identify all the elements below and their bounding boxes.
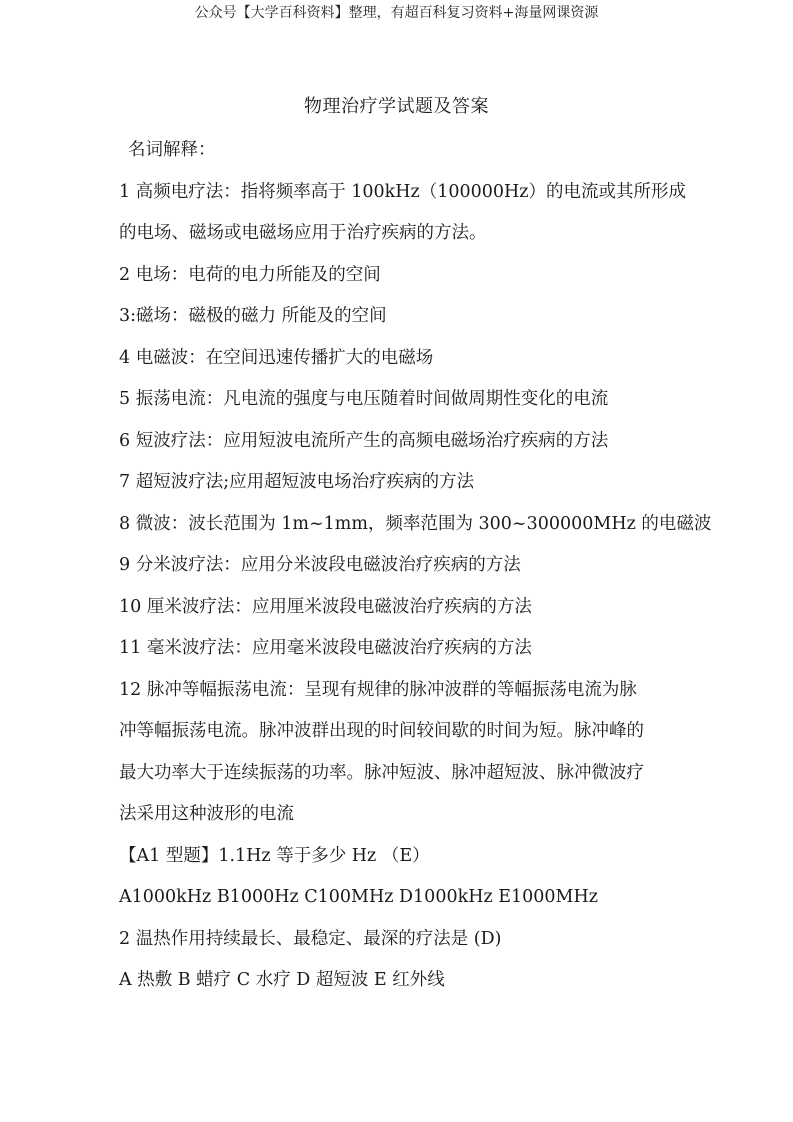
header-note: 公众号【大学百科资料】整理，有超百科复习资料+海量网课资源	[194, 5, 599, 21]
text-line: 2 电场：电荷的电力所能及的空间	[119, 264, 381, 285]
page-title: 物理治疗学试题及答案	[304, 96, 489, 117]
answer-options: A1000kHz B1000Hz C100MHz D1000kHz E1000MHz	[119, 887, 598, 907]
text-line: 的电场、磁场或电磁场应用于治疗疾病的方法。	[119, 223, 487, 243]
document-body	[119, 130, 712, 1002]
text-line: 11 毫米波疗法：应用毫米波段电磁波治疗疾病的方法	[119, 638, 532, 658]
text-line: 最大功率大于连续振荡的功率。脉冲短波、脉冲超短波、脉冲微波疗	[119, 762, 644, 783]
answer-options: A 热敷 B 蜡疗 C 水疗 D 超短波 E 红外线	[119, 970, 445, 990]
text-line: 1 高频电疗法：指将频率高于 100kHz（100000Hz）的电流或其所形成	[119, 181, 687, 202]
text-line: 4 电磁波：在空间迅速传播扩大的电磁场	[119, 347, 434, 368]
question-text: 2 温热作用持续最长、最稳定、最深的疗法是 (D)	[119, 928, 502, 949]
text-line: 冲等幅振荡电流。脉冲波群出现的时间较间歇的时间为短。脉冲峰的	[119, 721, 644, 741]
text-line: 7 超短波疗法;应用超短波电场治疗疾病的方法	[119, 472, 475, 492]
text-line: 法采用这种波形的电流	[119, 804, 294, 824]
text-line: 12 脉冲等幅振荡电流：呈现有规律的脉冲波群的等幅振荡电流为脉	[119, 679, 637, 700]
question-heading: 【A1 型题】1.1Hz 等于多少 Hz （E）	[119, 845, 430, 866]
text-line: 8 微波：波长范围为 1m~1mm，频率范围为 300~300000MHz 的电磁波	[119, 513, 712, 534]
text-line: 10 厘米波疗法：应用厘米波段电磁波治疗疾病的方法	[119, 596, 532, 617]
text-line: 9 分米波疗法：应用分米波段电磁波治疗疾病的方法	[119, 555, 521, 575]
text-line: 3:磁场：磁极的磁力 所能及的空间	[119, 306, 387, 326]
text-line: 5 振荡电流：凡电流的强度与电压随着时间做周期性变化的电流	[119, 389, 609, 409]
section-heading: 名词解释：	[128, 140, 216, 160]
text-line: 6 短波疗法：应用短波电流所产生的高频电磁场治疗疾病的方法	[119, 430, 609, 451]
